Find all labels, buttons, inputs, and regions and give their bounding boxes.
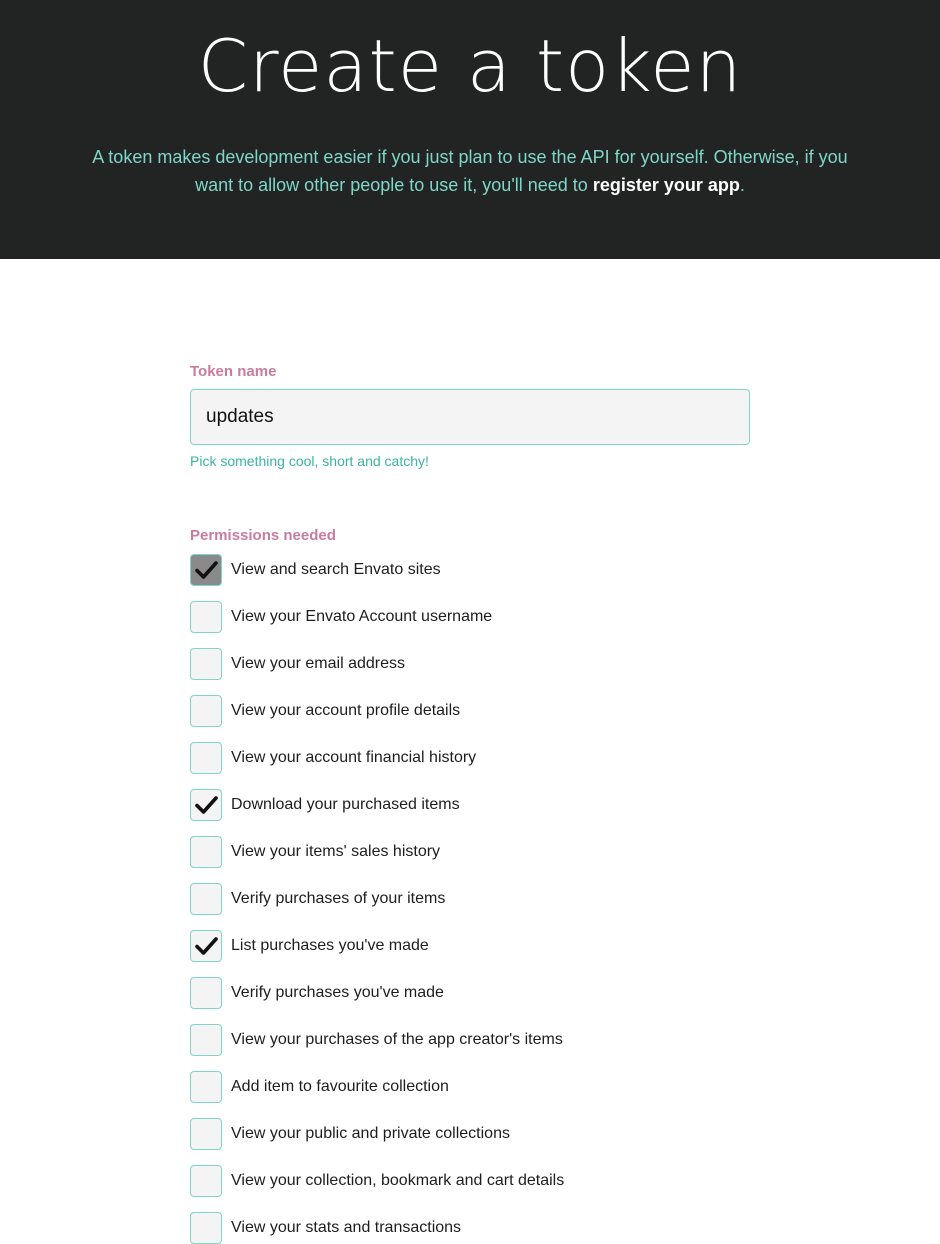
permissions-label: Permissions needed (190, 527, 336, 544)
permission-label: List purchases you've made (231, 937, 429, 954)
permission-checkbox[interactable] (190, 836, 222, 868)
permission-checkbox[interactable] (190, 930, 222, 962)
permission-label: View and search Envato sites (231, 561, 441, 578)
permission-label: View your account financial history (231, 749, 477, 766)
permission-checkbox[interactable] (190, 1071, 222, 1103)
permission-label: Add item to favourite collection (231, 1078, 449, 1095)
permission-item[interactable] (190, 648, 750, 680)
permission-label: View your items' sales history (231, 843, 441, 860)
permission-label: View your email address (231, 655, 406, 672)
permission-item[interactable] (190, 883, 750, 915)
register-app-link[interactable]: register your app (592, 175, 740, 195)
hero-header (0, 0, 940, 259)
permission-checkbox[interactable] (190, 1118, 222, 1150)
checkmark-icon (195, 936, 218, 956)
permission-item[interactable] (190, 601, 750, 633)
permission-item[interactable] (190, 977, 750, 1009)
permission-checkbox[interactable] (190, 601, 222, 633)
token-name-input[interactable] (190, 389, 750, 445)
permission-label: View your Envato Account username (231, 608, 493, 625)
token-name-label: Token name (190, 363, 277, 380)
permission-label: Verify purchases you've made (231, 984, 444, 1001)
permission-checkbox[interactable] (190, 648, 222, 680)
permission-label: View your stats and transactions (231, 1219, 462, 1236)
permission-item[interactable] (190, 789, 750, 821)
permission-checkbox[interactable] (190, 977, 222, 1009)
hero-description-end: . (739, 175, 745, 195)
checkmark-icon (195, 560, 218, 580)
checkmark-icon (195, 795, 218, 815)
permission-item[interactable] (190, 1118, 750, 1150)
permission-item[interactable] (190, 930, 750, 962)
permission-checkbox[interactable] (190, 1024, 222, 1056)
permission-checkbox[interactable] (190, 742, 222, 774)
permission-label: View your purchases of the app creator's items (231, 1031, 563, 1048)
permission-label: View your public and private collections (231, 1125, 510, 1142)
permission-checkbox[interactable] (190, 1165, 222, 1197)
permission-checkbox[interactable] (190, 883, 222, 915)
hero-description (80, 143, 860, 199)
permission-item[interactable] (190, 1024, 750, 1056)
permission-checkbox[interactable] (190, 695, 222, 727)
permission-item[interactable] (190, 742, 750, 774)
permission-checkbox[interactable] (190, 789, 222, 821)
permission-label: View your collection, bookmark and cart details (231, 1172, 565, 1189)
permission-label: Download your purchased items (231, 796, 460, 813)
permission-item[interactable] (190, 1071, 750, 1103)
permission-item[interactable] (190, 1165, 750, 1197)
permission-item[interactable] (190, 695, 750, 727)
permission-checkbox[interactable] (190, 554, 222, 586)
permission-label: View your account profile details (231, 702, 461, 719)
permission-item[interactable] (190, 836, 750, 868)
token-name-hint: Pick something cool, short and catchy! (190, 453, 429, 469)
permission-label: Verify purchases of your items (231, 890, 446, 907)
permission-checkbox[interactable] (190, 1212, 222, 1244)
permission-item[interactable] (190, 554, 750, 586)
permission-item[interactable] (190, 1212, 750, 1244)
hero-description-text: A token makes development easier if you just plan to use the API for yourself. Otherwise, if you want to allow other people to use it, you'll need to (92, 147, 848, 195)
page-title: Create a token (197, 24, 743, 108)
